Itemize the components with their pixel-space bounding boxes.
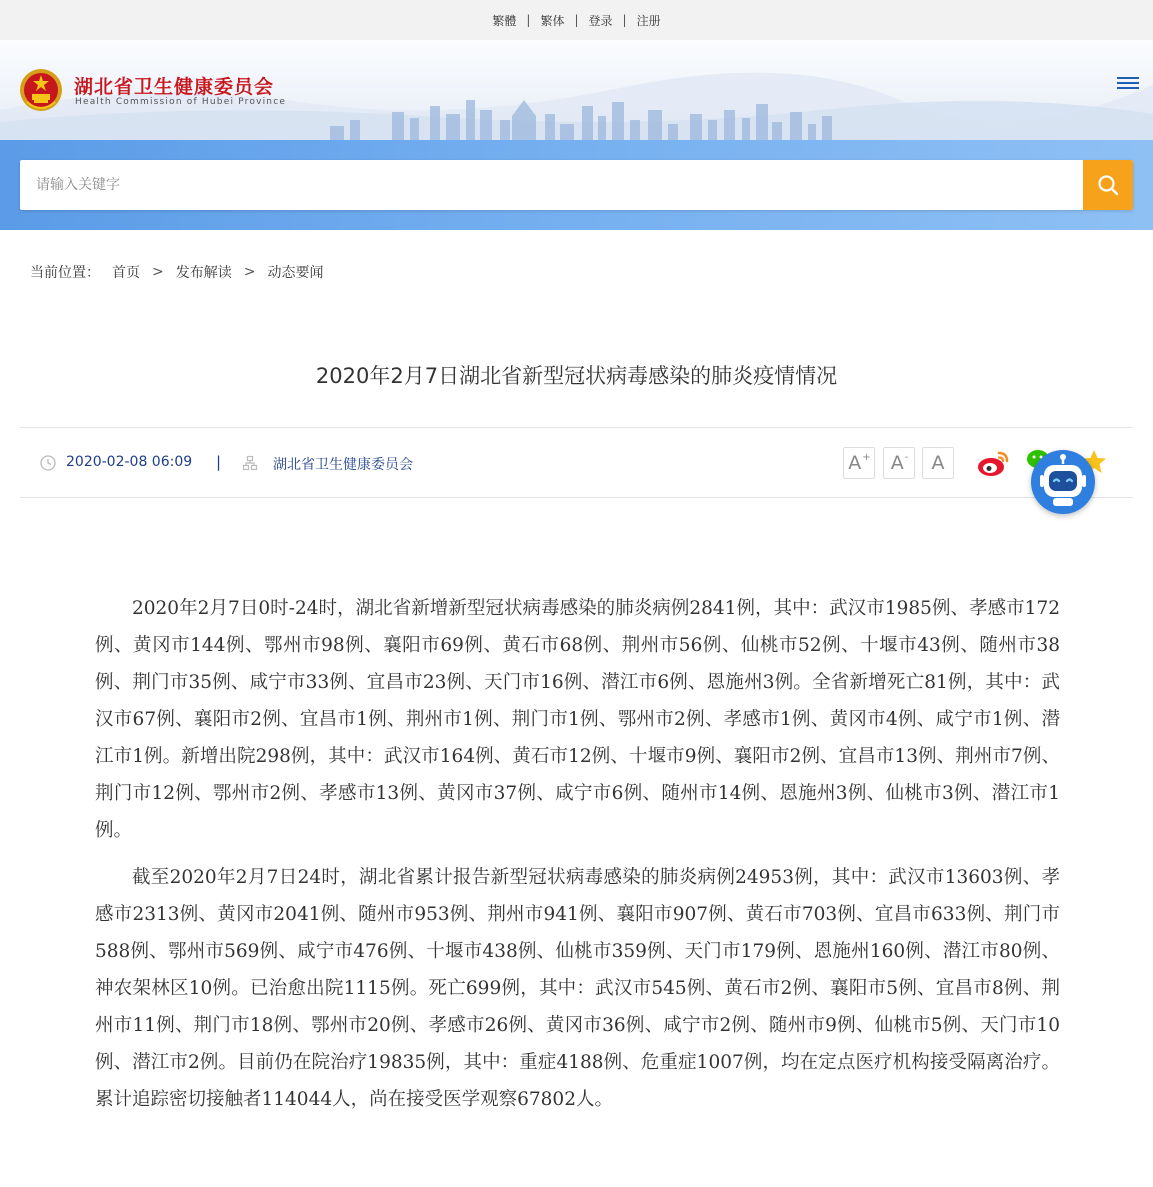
breadcrumb-home[interactable]: 首页 <box>112 265 140 281</box>
robot-icon <box>1031 450 1095 514</box>
link-login[interactable]: 登录 <box>588 13 613 28</box>
top-utility-bar <box>0 0 1153 40</box>
breadcrumb-release[interactable]: 发布解读 <box>175 265 232 281</box>
menu-icon[interactable] <box>1114 75 1142 97</box>
org-icon <box>242 455 258 471</box>
topbar-separator: | <box>574 13 579 27</box>
article-source: 湖北省卫生健康委员会 <box>273 457 413 473</box>
search-band <box>0 140 1153 230</box>
site-name-en: Health Commission of Hubei Province <box>75 97 287 107</box>
clock-icon <box>40 455 56 471</box>
topbar-separator: | <box>622 13 627 27</box>
emblem-icon <box>18 66 64 114</box>
breadcrumb-news[interactable]: 动态要闻 <box>267 265 324 281</box>
weibo-icon[interactable] <box>976 448 1010 478</box>
search-button[interactable] <box>1083 160 1133 210</box>
breadcrumb-label: 当前位置： <box>30 265 100 281</box>
font-increase-button[interactable]: A + <box>843 447 875 479</box>
article-paragraph: 截至2020年2月7日24时，湖北省累计报告新型冠状病毒感染的肺炎病例24953例，其中：武汉市13603例、孝感市2313例、黄冈市2041例、随州市953例、荆州市941例、襄阳市907例、黄石市703例、宜昌市633例、荆门市588例、鄂州市569例、咸宁市476例、十堰市438例、仙桃市359例、天门市179例、恩施州160例、潜江市80例、神农架林区10例。已治愈出院1115例。死亡699例，其中：武汉市545例、黄石市2例、襄阳市5例、宜昌市8例、荆州市11例、荆门市18例、鄂州市20例、孝感市26例、黄冈市36例、咸宁市2例、随州市9例、仙桃市5例、天门市10例、潜江市2例。目前仍在院治疗19835例，其中：重症4188例、危重症1007例，均在定点医疗机构接受隔离治疗。累计追踪密切接触者114044人，尚在接受医学观察67802人。 <box>95 867 1060 1110</box>
font-decrease-button[interactable]: A - <box>883 447 915 479</box>
meta-divider: | <box>216 453 222 471</box>
topbar-separator: | <box>526 13 531 27</box>
article-title: 2020年2月7日湖北省新型冠状病毒感染的肺炎疫情情况 <box>315 364 838 388</box>
search-icon <box>1097 174 1119 196</box>
publish-date: 2020-02-08 06:09 <box>66 454 193 470</box>
site-name[interactable]: 湖北省卫生健康委员会 <box>74 76 275 98</box>
article-body <box>95 590 1060 1128</box>
article-paragraph: 2020年2月7日0时-24时，湖北省新增新型冠状病毒感染的肺炎病例2841例，其中：武汉市1985例、孝感市172例、黄冈市144例、鄂州市98例、襄阳市69例、黄石市68例、荆州市56例、仙桃市52例、十堰市43例、随州市38例、荆门市35例、咸宁市33例、宜昌市23例、天门市16例、潜江市6例、恩施州3例。全省新增死亡81例，其中：武汉市67例、襄阳市2例、宜昌市1例、荆州市1例、荆门市1例、鄂州市2例、孝感市1例、黄冈市4例、咸宁市1例、潜江市1例。新增出院298例，其中：武汉市164例、黄石市12例、十堰市9例、襄阳市2例、宜昌市13例、荆州市7例、荆门市12例、鄂州市2例、孝感市13例、黄冈市37例、咸宁市6例、随州市14例、恩施州3例、仙桃市3例、潜江市1例。 <box>95 598 1060 841</box>
breadcrumb-separator: > <box>152 264 164 280</box>
breadcrumb <box>30 262 323 282</box>
link-simplified-chinese[interactable]: 繁体 <box>540 13 565 28</box>
robot-assistant-button[interactable] <box>1031 450 1095 514</box>
breadcrumb-separator: > <box>243 264 256 280</box>
search-input[interactable] <box>20 160 1080 210</box>
font-reset-button[interactable]: A <box>922 447 954 479</box>
link-register[interactable]: 注册 <box>636 13 661 28</box>
search-box <box>20 160 1133 210</box>
article-meta <box>20 427 1133 498</box>
site-header <box>0 40 1153 140</box>
link-traditional-chinese[interactable]: 繁體 <box>492 13 517 28</box>
